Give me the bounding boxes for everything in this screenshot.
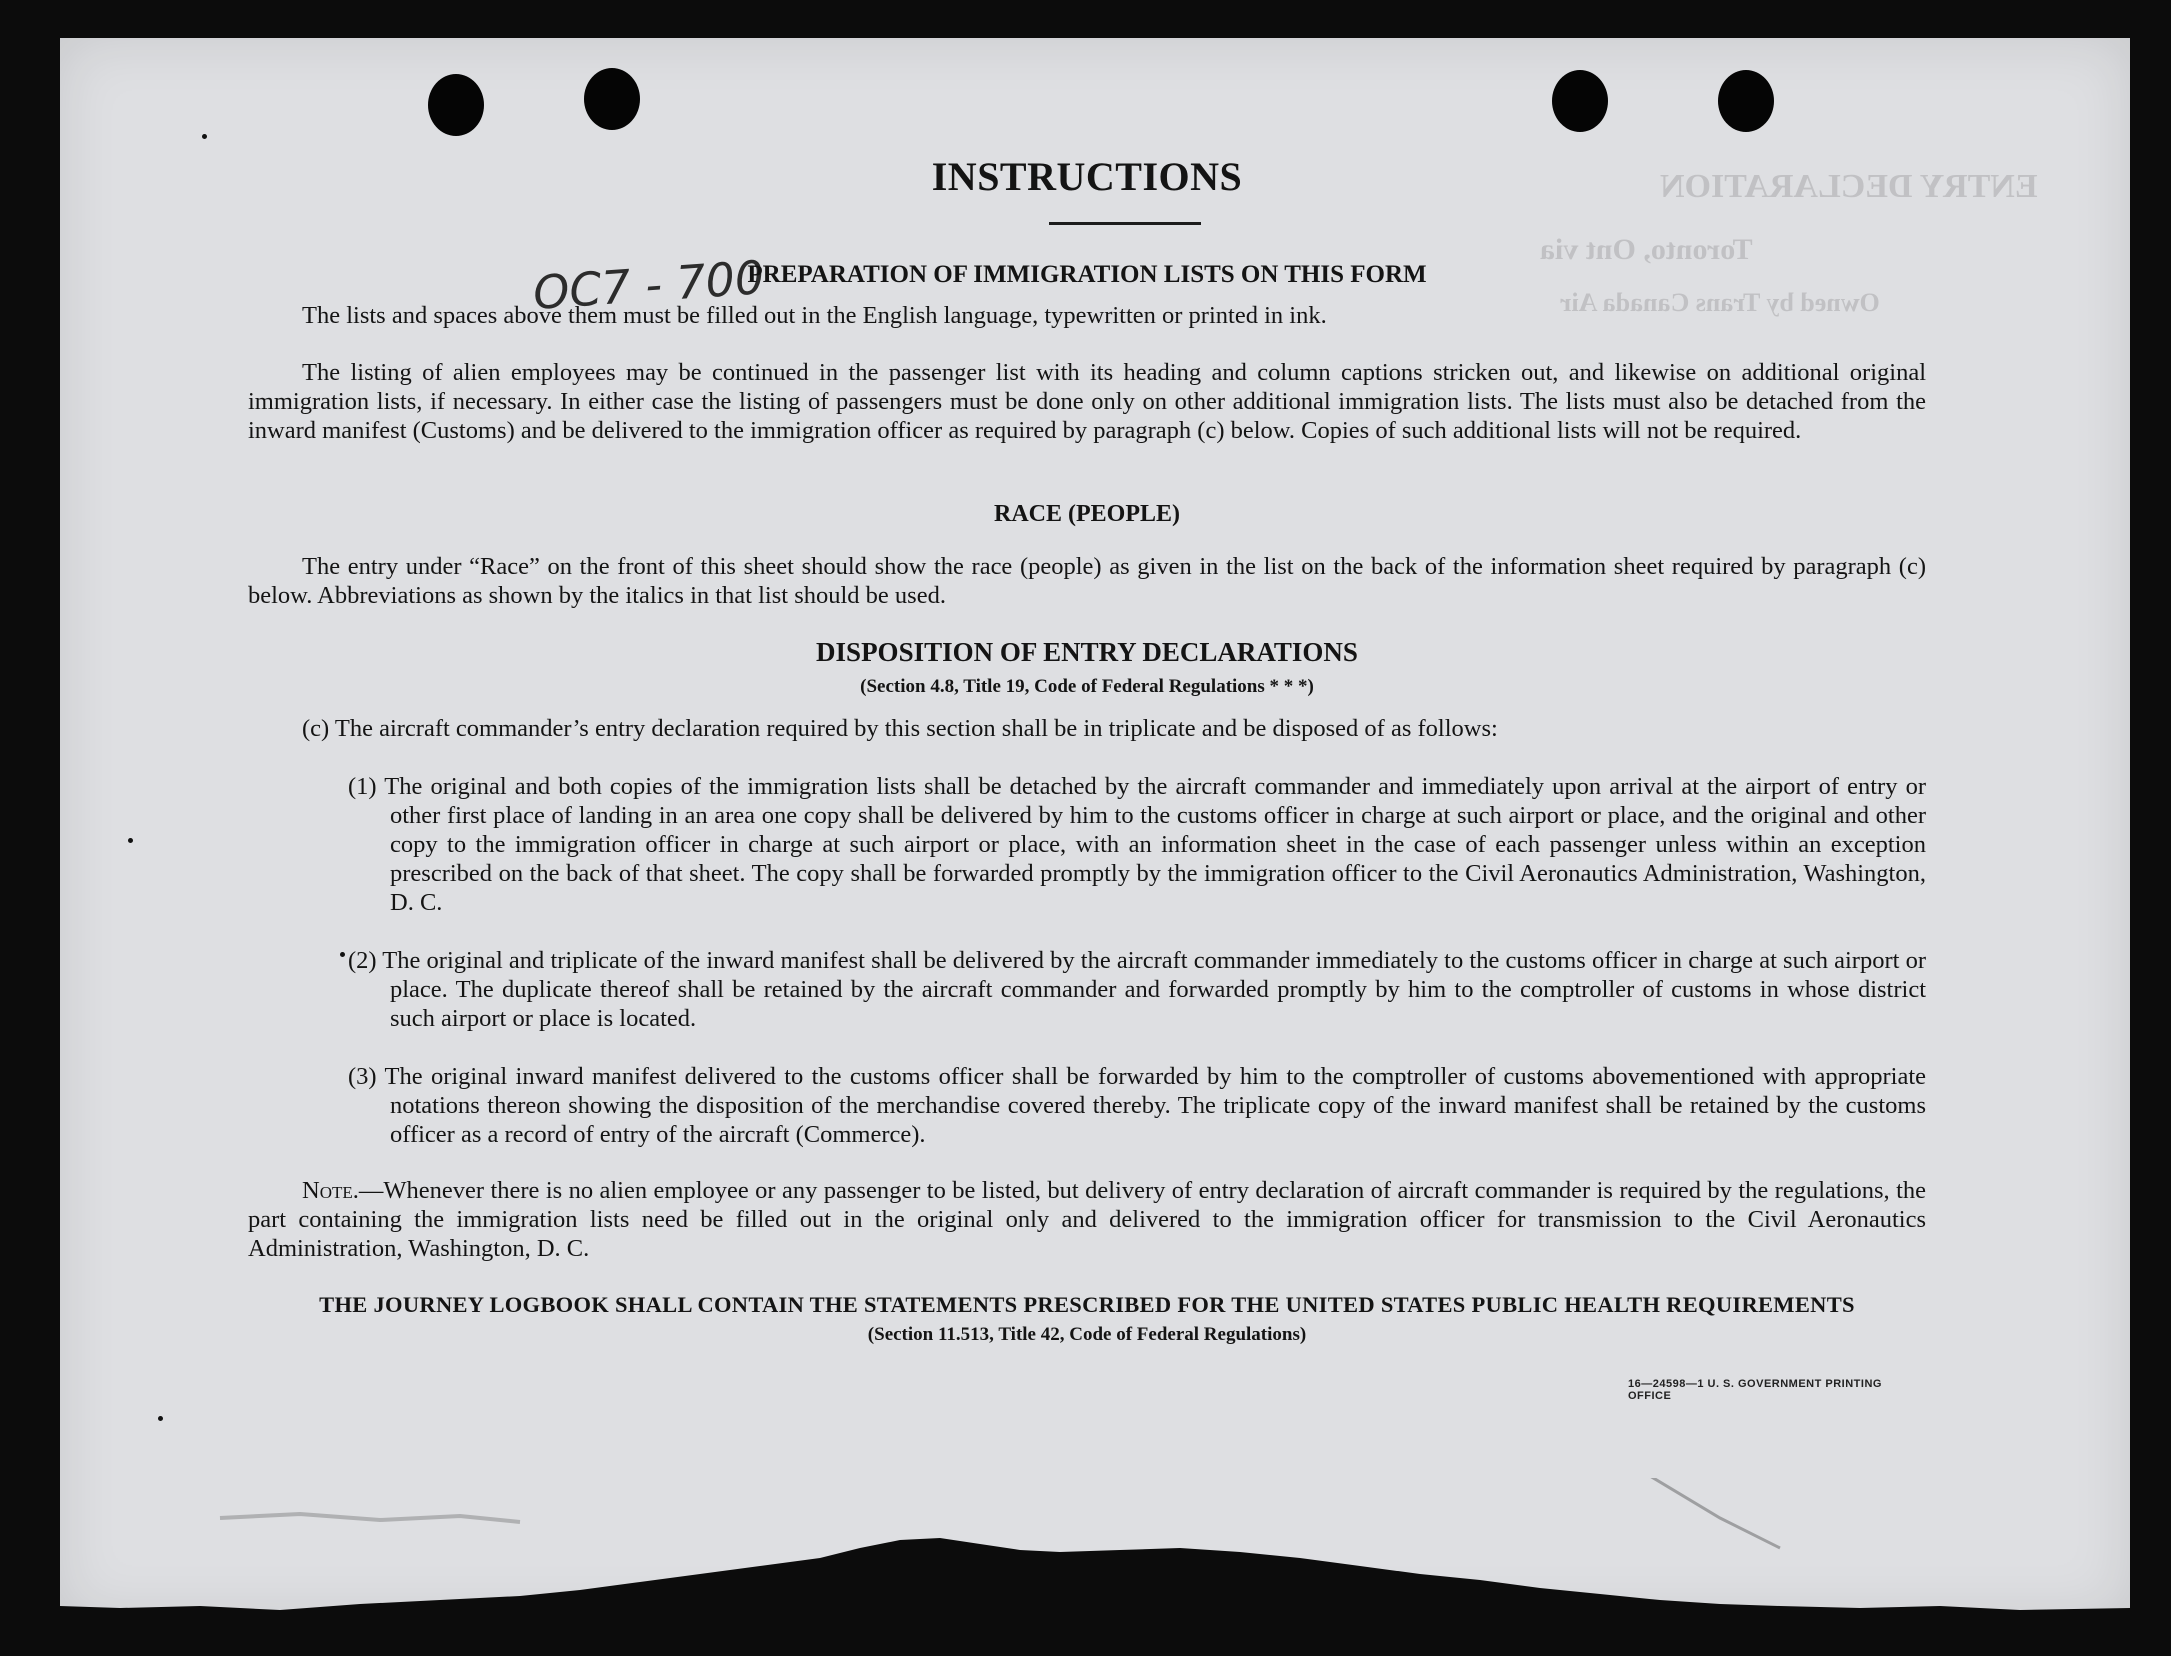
disposition-intro: (c) The aircraft commander’s entry declaration required by this section shall be in triplicate and be disposed of as follows: (302, 715, 1498, 742)
speck (158, 1416, 163, 1421)
title-underline (1049, 222, 1201, 225)
punch-hole (428, 74, 484, 136)
bleed-through-text: Toronto, Ont via (1540, 233, 1753, 266)
torn-edge (60, 1478, 2130, 1618)
disposition-item-1: (1) The original and both copies of the immigration lists shall be detached by the aircraft commander and immediately upon arrival at the airport of entry or other first place of landing in an area one copy shall be delivered by him to the customs officer in charge at such airport or place, and the original and other copy to the immigration officer in charge at such airport or place, with an information sheet in the case of each passenger unless within an exception prescribed on the back of that sheet. The copy shall be forwarded promptly by the immigration officer to the Civil Aeronautics Administration, Washington, D. C. (348, 773, 1926, 916)
race-para: The entry under “Race” on the front of this sheet should show the race (people) as given in the list on the back of the information sheet required by paragraph (c) below. Abbreviations as shown by the italics in that list should be used. (248, 553, 1926, 609)
punch-hole (1718, 70, 1774, 132)
disposition-citation: (Section 4.8, Title 19, Code of Federal Regulations * * *) (860, 676, 1314, 697)
preparation-para-2: The listing of alien employees may be continued in the passenger list with its heading and column captions stricken out, and likewise on additional original immigration lists, if necessary. In either case the listing of passengers must be done only on other additional immigration lists. The lists must also be detached from the inward manifest (Customs) and be delivered to the immigration officer as required by paragraph (c) below. Copies of such additional lists will not be required. (248, 359, 1926, 444)
disposition-item-2: (2) The original and triplicate of the inward manifest shall be delivered by the aircraft commander immediately to the customs officer in charge at such airport or place. The duplicate thereof shall be retained by the aircraft commander and forwarded promptly by him to the comptroller of customs in whose district such airport or place is located. (348, 947, 1926, 1032)
document-sheet (60, 38, 2130, 1618)
speck (128, 838, 133, 843)
speck (340, 952, 345, 957)
preparation-para-1: The lists and spaces above them must be filled out in the English language, typewritten or printed in ink. (302, 302, 1327, 329)
note-para: Note.—Whenever there is no alien employee or any passenger to be listed, but delivery of entry declaration of aircraft commander is required by the regulations, the part containing the immigration lists need be filled out in the original only and delivered to the immigration officer for transmission to the Civil Aeronautics Administration, Washington, D. C. (248, 1177, 1926, 1262)
health-citation: (Section 11.513, Title 42, Code of Federal Regulations) (867, 1324, 1307, 1345)
bleed-through-text: Owned by Trans Canada Air (1560, 288, 1880, 317)
speck (202, 134, 207, 139)
bleed-through-text: ENTRY DECLARATION (1660, 168, 2038, 205)
page-title: INSTRUCTIONS (931, 154, 1243, 199)
health-statement: THE JOURNEY LOGBOOK SHALL CONTAIN THE STATEMENTS PRESCRIBED FOR THE UNITED STATES PUBLIC HEALTH REQUIREMENTS (319, 1292, 1855, 1317)
race-heading: RACE (PEOPLE) (994, 501, 1180, 527)
printer-line: 16—24598—1 U. S. GOVERNMENT PRINTING OFFICE (1628, 1378, 1882, 1402)
disposition-item-3: (3) The original inward manifest delivered to the customs officer shall be forwarded by him to the comptroller of customs abovementioned with appropriate notations thereon showing the disposition of the merchandise covered thereby. The triplicate copy of the inward manifest shall be retained by the customs officer as a record of entry of the aircraft (Commerce). (348, 1063, 1926, 1148)
punch-hole (1552, 70, 1608, 132)
disposition-heading: DISPOSITION OF ENTRY DECLARATIONS (816, 637, 1358, 667)
preparation-heading: PREPARATION OF IMMIGRATION LISTS ON THIS FORM (747, 261, 1427, 288)
punch-hole (584, 68, 640, 130)
handwritten-mark: OC7 - 700 (531, 250, 766, 320)
